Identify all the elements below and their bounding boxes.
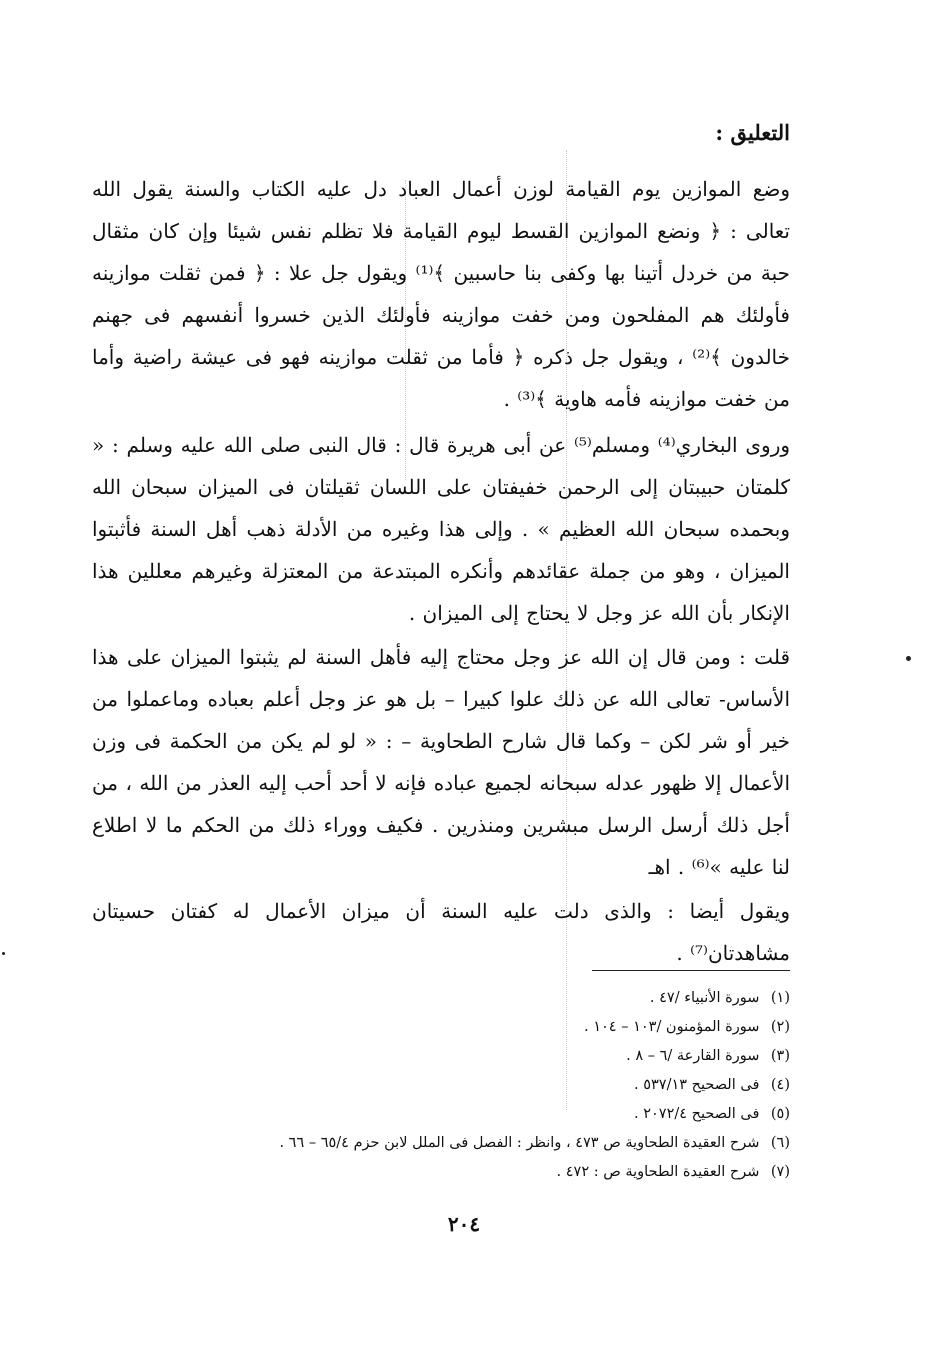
footnote-separator [592, 970, 790, 971]
footnote-7 [150, 1158, 790, 1187]
paragraph-1: وضع الموازين يوم القيامة لوزن أعمال العباد دل عليه الكتاب والسنة يقول الله تعالى : ﴿ ونضع الموازين القسط ليوم القيامة فلا تظلم نفس شيئا وإن كان مثقال حبة من خردل أتينا بها وكفى بنا حاسبين ﴾⁽¹⁾ ويقول جل علا : ﴿ فمن ثقلت موازينه فأولئك هم المفلحون ومن خفت موازينه فأولئك الذين خسروا أنفسهم فى جهنم خالدون ﴾⁽²⁾ ، ويقول جل ذكره ﴿ فأما من ثقلت موازينه فهو فى عيشة راضية وأما من خفت موازينه فأمه هاوية ﴾⁽³⁾ . [92, 177, 790, 411]
page-number: ٢٠٤ [447, 1212, 481, 1236]
footnote-text: فى الصحيح ٢٠٧٢/٤ . [633, 1106, 760, 1122]
margin-mark [2, 952, 5, 955]
footnote-number: (٦) [770, 1135, 790, 1151]
paragraph-2: وروى البخاري⁽⁴⁾ ومسلم⁽⁵⁾ عن أبى هريرة قال : قال النبى صلى الله عليه وسلم : « كلمتان حبيبتان إلى الرحمن خفيفتان على اللسان ثقيلتان فى الميزان سبحان الله وبحمده سبحان الله العظيم » . وإلى هذا وغيره من الأدلة ذهب أهل السنة فأثبتوا الميزان ، وهو من جملة عقائدهم وأنكره المبتدعة من المعتزلة وغيرهم معللين هذا الإنكار بأن الله عز وجل لا يحتاج إلى الميزان . [92, 433, 791, 625]
footnotes [150, 984, 790, 1187]
footnote-number: (٢) [770, 1019, 790, 1035]
footnote-text: سورة القارعة /٦ – ٨ . [626, 1048, 760, 1064]
footnote-number: (٣) [770, 1048, 790, 1064]
footnote-text: سورة المؤمنون /١٠٣ – ١٠٤ . [584, 1019, 760, 1035]
footnote-text: فى الصحيح ٥٣٧/١٣ . [633, 1077, 760, 1093]
section-heading: التعليق : [715, 120, 790, 145]
footnote-2 [150, 1013, 790, 1042]
footnote-1 [150, 984, 790, 1013]
footnote-text: سورة الأنبياء /٤٧ . [649, 990, 760, 1006]
footnote-text: شرح العقيدة الطحاوية ص ٤٧٣ ، وانظر : الفصل فى الملل لابن حزم ٦٥/٤ – ٦٦ . [279, 1135, 760, 1151]
footnote-text: شرح العقيدة الطحاوية ص : ٤٧٢ . [556, 1164, 760, 1180]
footnote-6 [150, 1129, 790, 1158]
footnote-number: (٧) [770, 1164, 790, 1180]
footnote-number: (١) [770, 990, 790, 1006]
footnote-5 [150, 1100, 790, 1129]
footnote-4 [150, 1071, 790, 1100]
footnote-number: (٤) [770, 1077, 790, 1093]
paragraph-4: ويقول أيضا : والذى دلت عليه السنة أن ميزان الأعمال له كفتان حسيتان مشاهدتان⁽⁷⁾ . [92, 899, 790, 965]
paragraph-3: قلت : ومن قال إن الله عز وجل محتاج إليه فأهل السنة لم يثبتوا الميزان على هذا الأساس- تعالى الله عن ذلك علوا كبيرا – بل هو عز وجل أعلم بعباده وماعملوا من خير أو شر لكن – وكما قال شارح الطحاوية – : « لو لم يكن من الحكمة فى وزن الأعمال إلا ظهور عدله سبحانه لجميع عباده فإنه لا أحد أحب إليه العذر من الله ، من أجل ذلك أرسل الرسل مبشرين ومنذرين . فكيف ووراء ذلك من الحكم ما لا اطلاع لنا عليه »⁽⁶⁾ . اهـ [92, 645, 790, 879]
footnote-3 [150, 1042, 790, 1071]
margin-mark [906, 656, 911, 661]
footnote-number: (٥) [770, 1106, 790, 1122]
